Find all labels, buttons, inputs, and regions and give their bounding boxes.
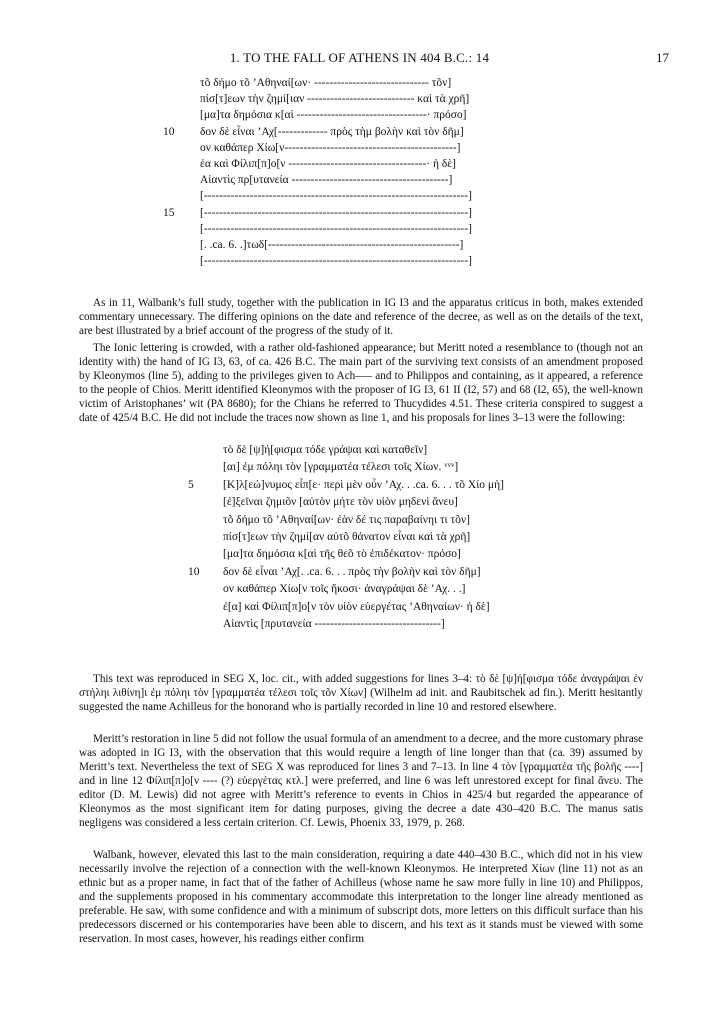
commentary-paragraph-1: As in 11, Walbank’s full study, together with the publication in IG I3 and the apparatus criticus in both, makes extended commentary unnecessary. The differing opinions on the date and reference of the decree, as well as on the details of the text, are best illustrated by a brief account of the progress of the study of it. xyxy=(79,297,643,337)
inscription-line: [---------------------------------------------------------------------] xyxy=(200,255,472,268)
inscription-line: [μα]τα δημόσια κ[αὶ τῆς θεõ τὸ ἐπιδέκατον· πρόσο] xyxy=(223,548,461,561)
page-number: 17 xyxy=(656,50,669,65)
inscription-line: [---------------------------------------------------------------------] xyxy=(200,222,472,235)
inscription-block-1 xyxy=(0,77,719,271)
inscription-line: τὸ δὲ [ψ]ή[φισμα τόδε γράψαι καὶ καταθεῖν] xyxy=(223,444,428,456)
chapter-title: 1. TO THE FALL OF ATHENS IN 404 B.C.: 14 xyxy=(229,50,490,65)
inscription-line: 15 [---------------------------------------------------------------------] xyxy=(163,206,472,219)
inscription-line: ἐα καὶ Φίλιπ[π]ο[ν ------------------------------------· ἡ δὲ] xyxy=(200,157,456,170)
inscription-line: [μα]τα δημόσια κ[αὶ ----------------------------------· πρόσο] xyxy=(200,109,467,122)
commentary-paragraph-4: Meritt’s restoration in line 5 did not follow the usual formula of an amendment to a decree, and the more customary phrase was adopted in IG I3, with the observation that this would require a length of line longer than that (ca. 39) assumed by Meritt’s text. Nevertheless the text of SEG X was reproduced for lines 3 and 7–13. In line 4 τὸν [γραμματέα τῆς βολῆς ----] and in line 12 Φίλιπ[π]ο[ν ---- (?) εὐεργέτας κτλ.] were preferred, and line 6 was left unrestored except for final ἄνευ. The editor (D. M. Lewis) did not agree with Meritt’s reference to events in Chios in 425/4 but regarded the appearance of Kleonymos as the most significant item for dating purposes, giving the decree a date 430–420 B.C. The manus satis negligens was considered a less certain criterion. Cf. Lewis, Phoenix 33, 1979, p. 268. xyxy=(79,733,643,829)
inscription-line: πίσ[τ]εων τὴν ζημί[ιαν ---------------------------- καὶ τὰ χρῆ] xyxy=(200,93,470,106)
commentary-paragraph-2: The Ionic lettering is crowded, with a rather old-fashioned appearance; but Meritt noted a resemblance to (though not an identity with) the hand of IG I3, 63, of ca. 426 B.C. The main part of the surviving text consists of an amendment proposed by Kleonymos (line 5), adding to the privileges given to Ach––– and to Philippos and containing, as it appeared, a reference to the people of Chios. Meritt identified Kleonymos with the proposer of IG I3, 61 II (I2, 57) and 68 (I2, 65), the well-known victim of Aristophanes’ wit (PA 8680); for the Chians he referred to Thucydides 4.51. These criteria conspired to suggest a date of 425/4 B.C. He did not include the traces now shown as line 1, and his proposals for lines 3–13 were the following: xyxy=(79,342,643,424)
inscription-line: ον καθάπερ Χίω[ν τοῖς ἥκοσι· ἀναγράψαι δὲ ’Αχ. . .] xyxy=(223,583,466,596)
inscription-line: 10 δον δὲ εἶναι ’Αχ[------------- πρὸς τὴμ βολὴν καὶ τὸν δῆμ] xyxy=(163,125,464,138)
inscription-line: [ἐ]ξεῖναι ζημιõν [αὐτὸν μήτε τὸν υἱὸν μηδενὶ ἄνευ] xyxy=(223,496,458,509)
inscription-line: ον καθάπερ Χίω[ν---------------------------------------------] xyxy=(200,141,461,154)
inscription-line: ἐ[α] καὶ Φίλιπ[π]ο[ν τὸν υἱὸν εὐεργέτας ’Αθηναίων· ἡ δὲ] xyxy=(223,600,490,613)
inscription-line: 10 δον δὲ εἶναι ’Αχ[. .ca. 6. . . πρὸς τὴν βολὴν καὶ τὸν δῆμ] xyxy=(188,565,481,578)
inscription-line: [---------------------------------------------------------------------] xyxy=(200,190,472,203)
commentary-paragraph-5: Walbank, however, elevated this last to the main consideration, requiring a date 440–430 B.C., which did not in his view necessarily involve the rejection of a connection with the well-known Kleonymos. He interpreted Χίων (line 11) not as an ethnic but as a proper name, in fact that of the father of Achilleus (whose name he saw more fully in line 10) and Philippos, and the supplements proposed in his commentary accommodate this interpretation to the longer line already mentioned as preferable. He saw, with some confidence and with a minimum of subscript dots, more letters on this difficult surface than his predecessors discerned or his contemporaries have been able to discern, and his text as it stands must be viewed with some reservation. In most cases, however, his readings either confirm xyxy=(79,849,643,945)
inscription-line: [. .ca. 6. .]τωδ[--------------------------------------------------] xyxy=(200,238,464,251)
inscription-line: 5 [Κ]λ[εώ]νυμος εἶπ[ε· περὶ μὲν οὖν ’Αχ. . .ca. 6. . . τõ Χίο μὴ] xyxy=(188,478,504,491)
inscription-line: Αἰαντὶς [πρυτανεία ---------------------------------] xyxy=(223,617,445,630)
running-header xyxy=(0,50,719,70)
inscription-line: τõ δήμο τõ ’Αθηναί[ων· ἐὰν δέ τις παραβαίνηι τι τõν] xyxy=(223,513,470,526)
inscription-block-2 xyxy=(0,444,719,635)
inscription-line: πίσ[τ]εων τὴν ζημί[αν αὐτõ θάνατον εἶναι καὶ τὰ χρῆ] xyxy=(223,530,471,543)
commentary-paragraph-3: This text was reproduced in SEG X, loc. cit., with added suggestions for lines 3–4: τὸ δὲ [ψ]ή[φισμα τόδε ἀναγράψαι ἐν στήληι λιθίνη]ι ἐμ πόληι τὸν [γραμματέα τέλεσι τοῖς τõν Χίων] (Wilhelm ad init. and Raubitschek ad fin.). Meritt hesitantly suggested the name Achilleus for the honorand who is partially recorded in line 10 and restored elsewhere. xyxy=(79,673,643,713)
inscription-line: Αἰαντὶς πρ[υτανεία -----------------------------------------] xyxy=(200,174,453,187)
inscription-line: τõ δήμο τõ ’Αθηναί[ων· ------------------------------ τõν] xyxy=(200,77,452,89)
inscription-line: [αι] ἐμ πόληι τὸν [γραμματέα τέλεσι τοῖς Χίων. ᵛᵛᵛ] xyxy=(223,461,459,474)
